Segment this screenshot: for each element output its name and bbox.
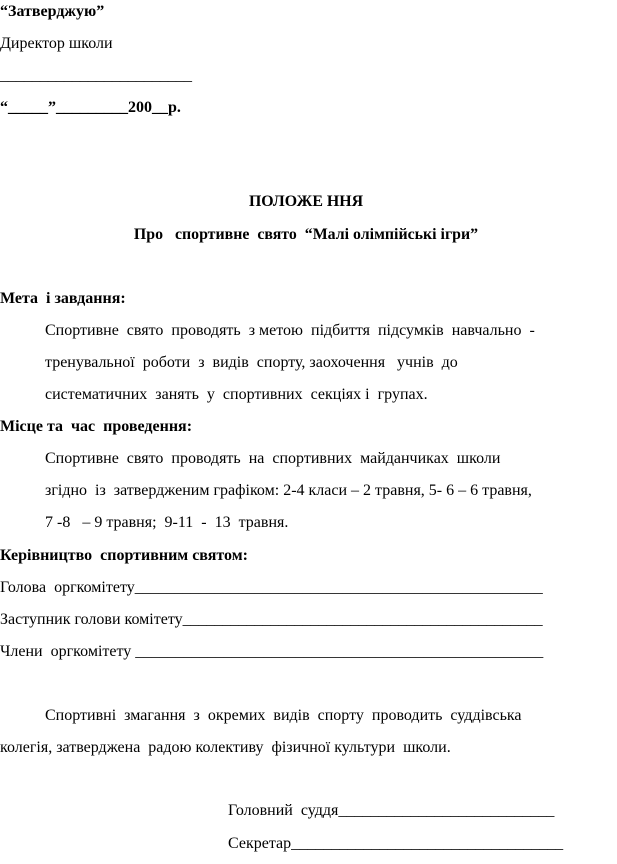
goal-line: систематичних занять у спортивних секціях і групах. [45,386,428,403]
place-line: згідно із затвердженим графіком: 2-4 класи – 2 травня, 5- 6 – 6 травня, [45,482,532,499]
members-line: Члени оргкомітету ___________________________________________________ [0,643,544,660]
approval-label: “Затверджую” [0,3,105,20]
date-line: “_____”_________200__р. [0,99,181,116]
director-label: Директор школи [0,35,113,52]
document-subtitle: Про спортивне свято “Малі олімпійські ігри” [133,226,479,243]
place-line: 7 -8 – 9 травня; 9-11 - 13 травня. [45,514,289,531]
chief-judge-line: Головний суддя___________________________ [228,802,555,819]
goal-heading: Мета і завдання: [0,290,126,307]
goal-line: Спортивне свято проводять з метою підбиття підсумків навчально - [45,322,535,339]
place-line: Спортивне свято проводять на спортивних майданчиках школи [45,450,501,467]
goal-line: тренувальної роботи з видів спорту, заохочення учнів до [45,354,458,371]
chair-line: Голова оргкомітету___________________________________________________ [0,579,543,596]
deputy-line: Заступник голови комітету_____________________________________________ [0,611,543,628]
secretary-line: Секретар__________________________________ [228,835,564,852]
signature-line: ________________________ [0,67,192,84]
judges-text: колегія, затверджена радою колективу фізичної культури школи. [0,739,451,756]
judges-text: Спортивні змагання з окремих видів спорту проводить суддівська [45,707,522,724]
management-heading: Керівництво спортивним святом: [0,547,248,564]
place-heading: Місце та час проведення: [0,418,193,435]
document-title: ПОЛОЖЕ ННЯ [248,193,364,210]
